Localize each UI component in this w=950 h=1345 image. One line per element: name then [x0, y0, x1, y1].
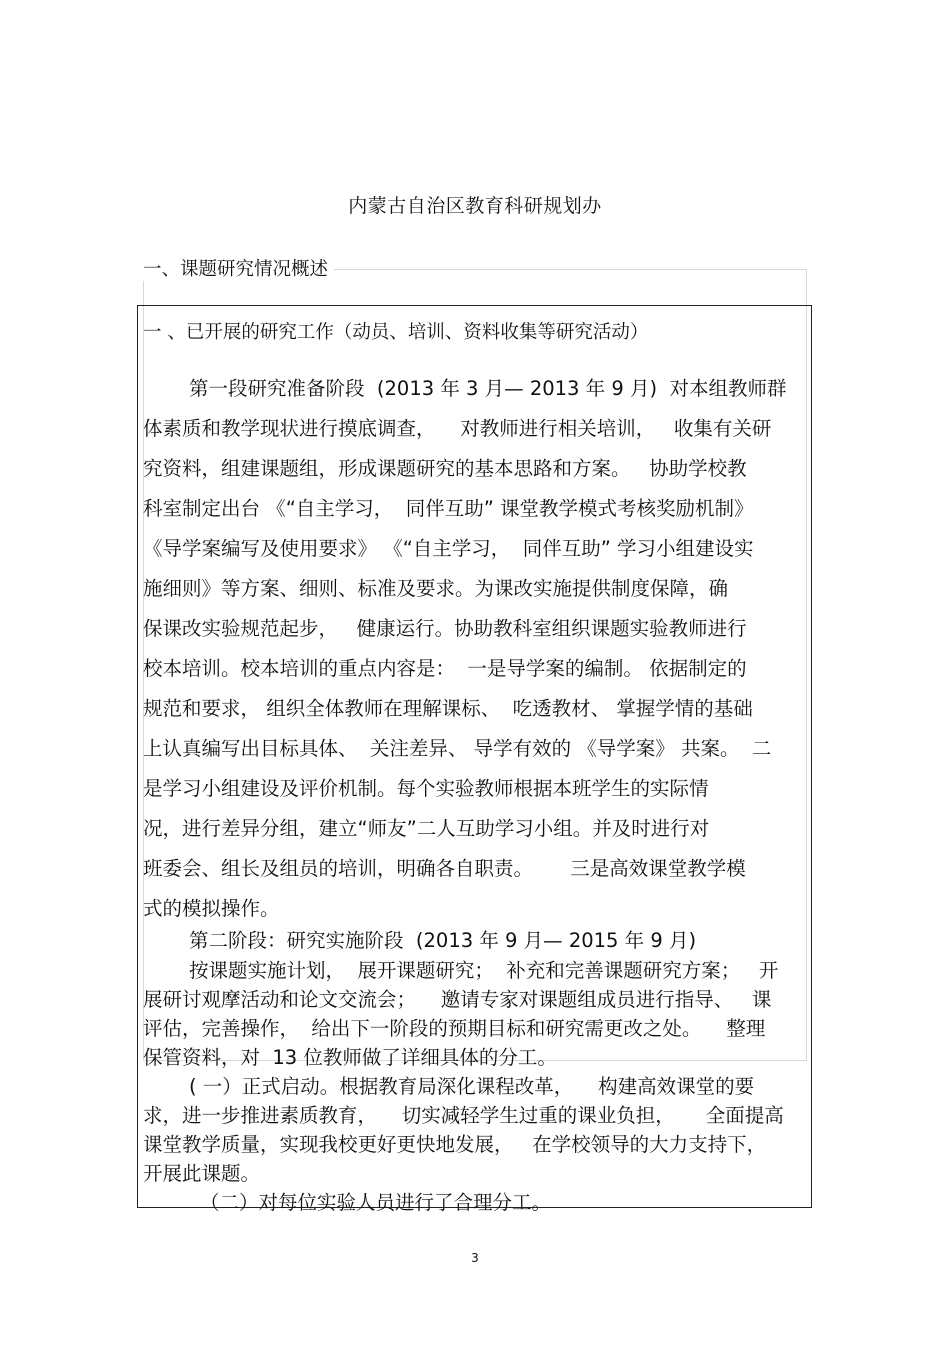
body-line: 规范和要求， 组织全体教师在理解课标、 吃透教材、 掌握学情的基础: [143, 697, 753, 720]
body-line: 求，进一步推进素质教育， 切实减轻学生过重的课业负担， 全面提高: [143, 1104, 784, 1127]
body-line: 第一段研究准备阶段 (2013 年 3 月— 2013 年 9 月) 对本组教师群: [189, 377, 787, 400]
body-line: 式的模拟操作。: [143, 897, 280, 920]
body-line: 是学习小组建设及评价机制。每个实验教师根据本班学生的实际情: [143, 777, 709, 800]
body-line: 况，进行差异分组，建立“师友”二人互助学习小组。并及时进行对: [143, 817, 710, 840]
body-line: 评估，完善操作， 给出下一阶段的预期目标和研究需更改之处。 整理: [143, 1017, 766, 1040]
box-heading: 一 、已开展的研究工作（动员、培训、资料收集等研究活动）: [143, 322, 649, 343]
body-line: 校本培训。校本培训的重点内容是： 一是导学案的编制。 依据制定的: [143, 657, 747, 680]
body-line: 保管资料，对 13 位教师做了详细具体的分工。: [143, 1046, 557, 1069]
body-line: 体素质和教学现状进行摸底调查， 对教师进行相关培训， 收集有关研: [143, 417, 772, 440]
section-heading: 一、课题研究情况概述: [143, 255, 334, 281]
body-line: 究资料，组建课题组，形成课题研究的基本思路和方案。 协助学校教: [143, 457, 747, 480]
body-line: 班委会、组长及组员的培训，明确各自职责。 三是高效课堂教学模: [143, 857, 746, 880]
body-line: ( 一）正式启动。根据教育局深化课程改革， 构建高效课堂的要: [189, 1075, 755, 1098]
body-line: 《导学案编写及使用要求》 《“自主学习， 同伴互助” 学习小组建设实: [143, 537, 754, 560]
body-line: 科室制定出台 《“自主学习， 同伴互助” 课堂教学模式考核奖励机制》: [143, 497, 754, 520]
body-line: 上认真编写出目标具体、 关注差异、 导学有效的 《导学案》 共案。 二: [143, 737, 772, 760]
body-line: 第二阶段：研究实施阶段 (2013 年 9 月— 2015 年 9 月): [189, 929, 697, 952]
body-line: 课堂教学质量，实现我校更好更快地发展， 在学校领导的大力支持下，: [143, 1133, 767, 1156]
body-line: 展研讨观摩活动和论文交流会； 邀请专家对课题组成员进行指导、 课: [143, 988, 772, 1011]
body-line: 开展此课题。: [143, 1162, 261, 1185]
body-line: （二）对每位实验人员进行了合理分工。: [200, 1191, 552, 1214]
page-number: 3: [471, 1251, 479, 1265]
body-line: 按课题实施计划， 展开课题研究； 补充和完善课题研究方案； 开: [189, 959, 779, 982]
body-line: 保课改实验规范起步， 健康运行。协助教科室组织课题实验教师进行: [143, 617, 747, 640]
page-title: 内蒙古自治区教育科研规划办: [348, 195, 602, 217]
body-line: 施细则》等方案、细则、标准及要求。为课改实施提供制度保障，确: [143, 577, 729, 600]
